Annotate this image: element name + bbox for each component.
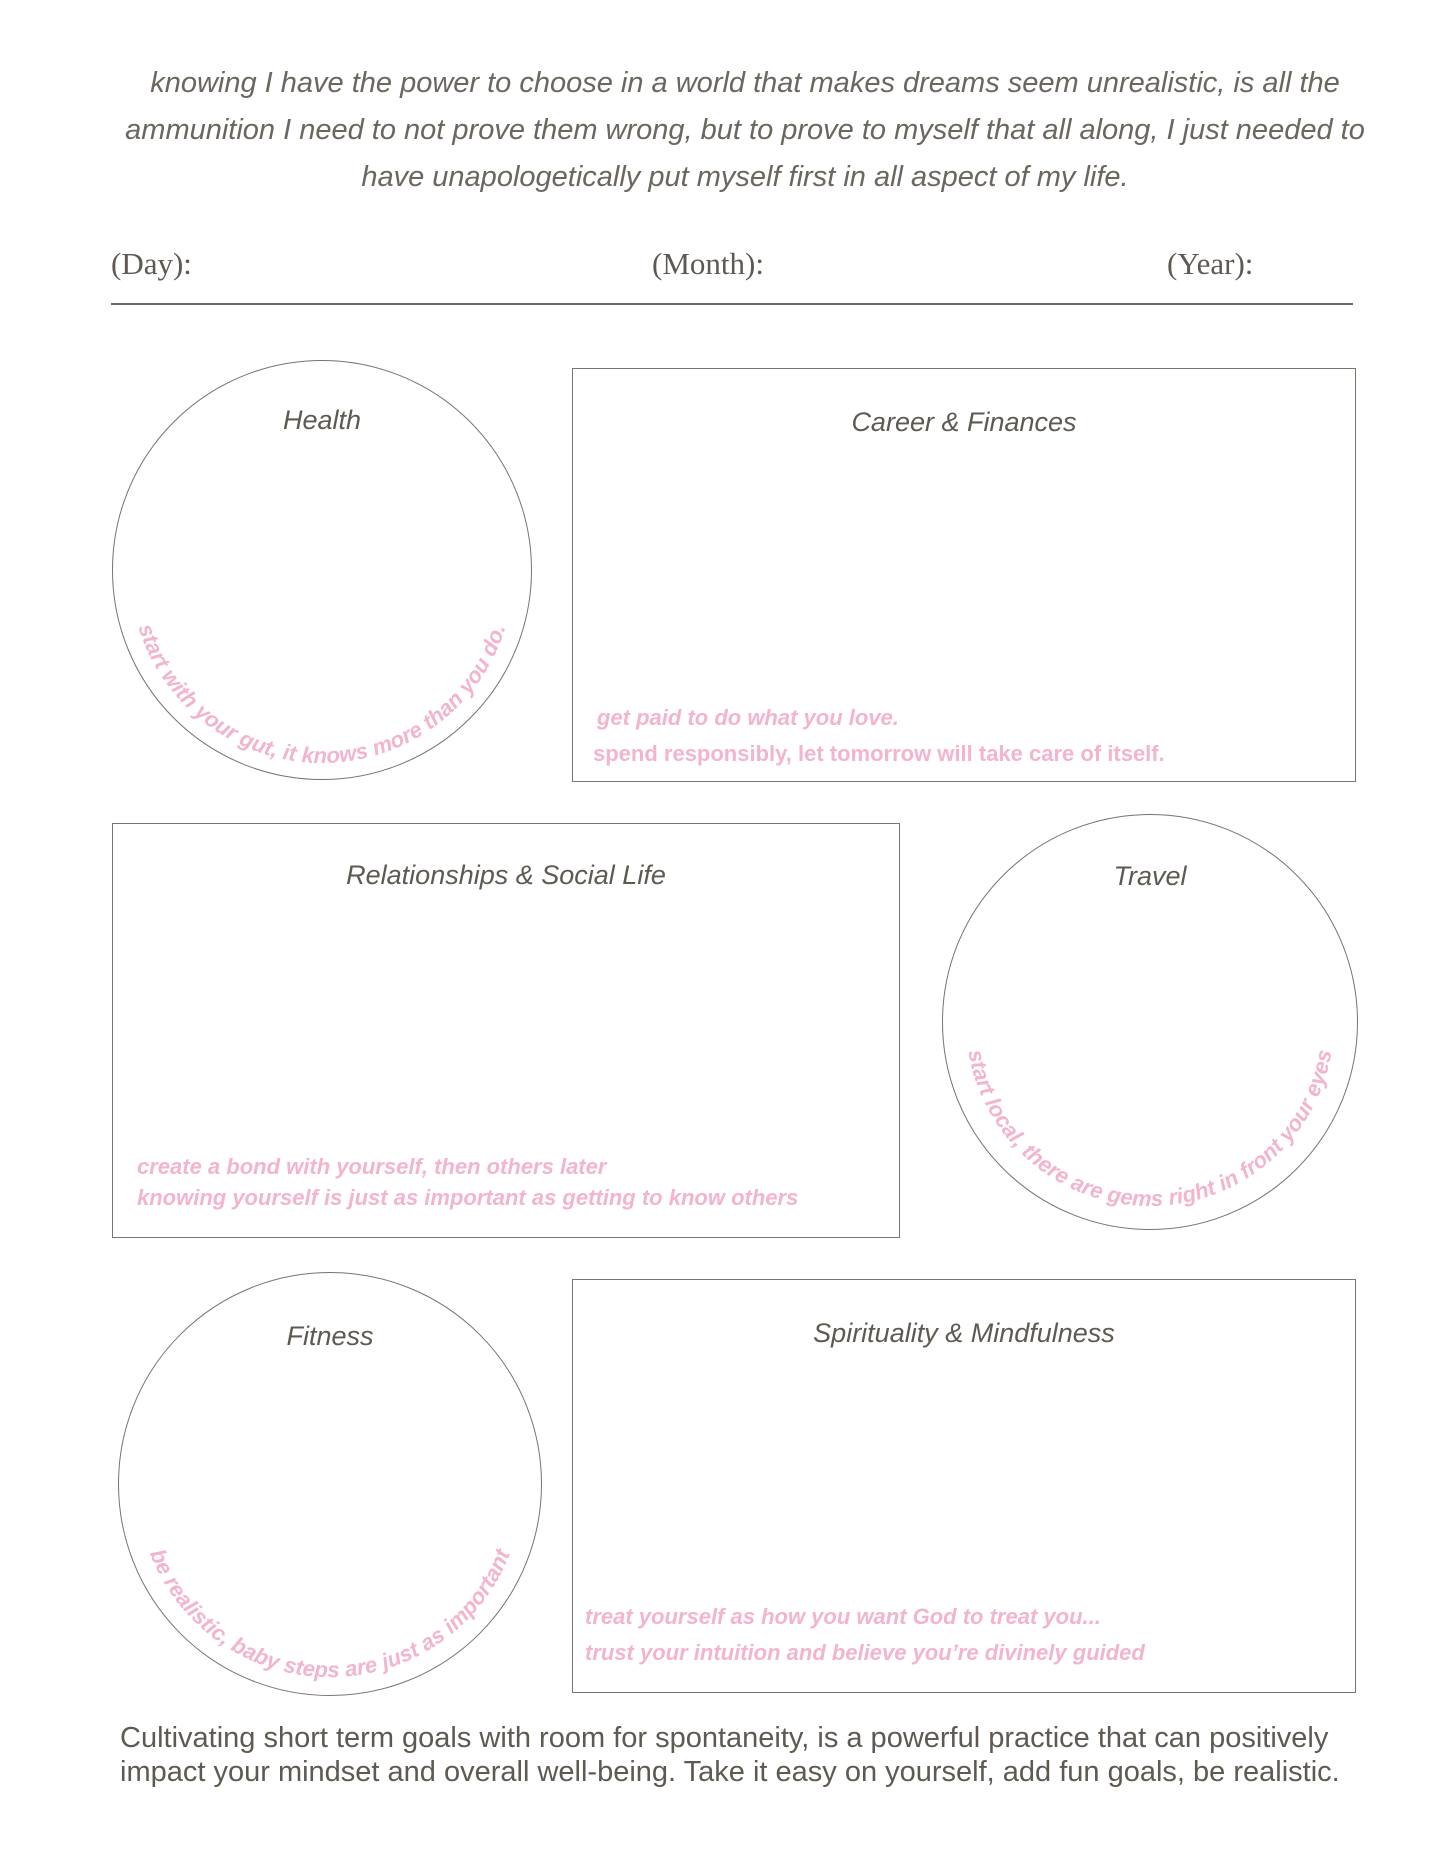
career-note-2: spend responsibly, let tomorrow will take care of itself. (593, 741, 1165, 766)
career-finances-section (572, 368, 1356, 782)
health-title: Health (282, 405, 362, 435)
travel-note: start local, there are gems right in front your eyes (963, 1047, 1337, 1212)
fitness-note: be realistic, baby steps are just as important (145, 1545, 515, 1683)
footer-text: Cultivating short term goals with room for spontaneity, is a powerful practice that can positively impact your mindset and overall well-being. Take it easy on yourself, add fun goals, be realistic. (120, 1722, 1340, 1788)
travel-note-arc (942, 814, 1358, 1230)
spirituality-note-1: treat yourself as how you want God to treat you... (585, 1604, 1101, 1629)
year-label: (Year): (1167, 246, 1254, 281)
career-note-1: get paid to do what you love. (597, 705, 899, 730)
relationships-note-1: create a bond with yourself, then others later (137, 1154, 607, 1179)
date-divider (111, 303, 1353, 305)
career-finances-title: Career & Finances (851, 407, 1077, 437)
day-label: (Day): (111, 246, 192, 281)
relationships-section (112, 823, 900, 1238)
health-note: start with your gut, it knows more than you do. (133, 620, 511, 769)
spirituality-title: Spirituality & Mindfulness (813, 1318, 1115, 1348)
spirituality-note-2: trust your intuition and believe you’re divinely guided (585, 1640, 1145, 1665)
health-note-arc (112, 360, 532, 780)
intro-quote: knowing I have the power to choose in a world that makes dreams seem unrealistic, is all the ammunition I need to not prove them wrong, but to prove to myself that all along, I just needed to have unapologetically put myself first in all aspect of my life. (125, 67, 1365, 193)
travel-title: Travel (1113, 861, 1187, 891)
relationships-note-2: knowing yourself is just as important as getting to know others (137, 1185, 799, 1210)
spirituality-section (572, 1279, 1356, 1693)
fitness-note-arc (118, 1272, 542, 1696)
month-label: (Month): (652, 246, 764, 281)
fitness-title: Fitness (286, 1321, 374, 1351)
relationships-title: Relationships & Social Life (346, 860, 666, 890)
